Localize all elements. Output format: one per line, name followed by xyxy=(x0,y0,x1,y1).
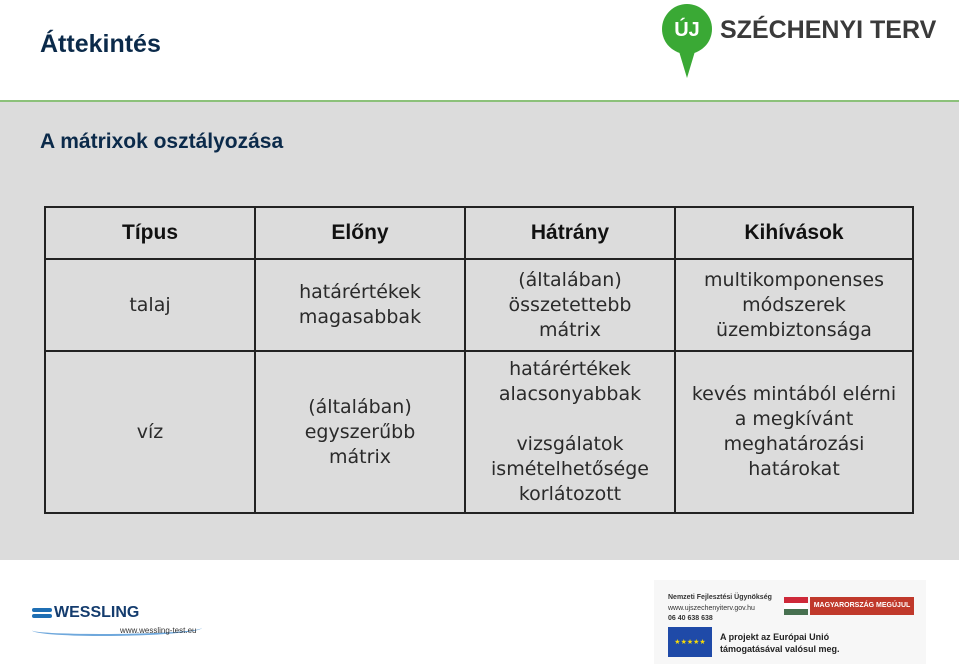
column-header-disadvantage: Hátrány xyxy=(465,207,675,259)
wessling-name: WESSLING xyxy=(54,604,140,621)
cell-advantage-text: határértékek magasabbak xyxy=(298,281,422,328)
cell-disadvantage-text: (általában) összetettebb mátrix xyxy=(508,268,632,341)
logo-badge: ÚJ xyxy=(674,19,700,41)
eu-note-line2: támogatásával valósul meg. xyxy=(720,644,840,654)
wessling-logo xyxy=(32,600,202,650)
cell-advantage xyxy=(255,351,465,513)
page-title: Áttekintés xyxy=(40,30,161,58)
cell-disadvantage xyxy=(465,351,675,513)
column-header-type: Típus xyxy=(45,207,255,259)
column-header-challenge: Kihívások xyxy=(675,207,913,259)
column-header-advantage: Előny xyxy=(255,207,465,259)
cell-disadvantage-text-b: vizsgálatok ismételhetősége korlátozott xyxy=(491,433,649,505)
agency-url: www.ujszechenyiterv.gov.hu xyxy=(668,605,755,612)
agency-name: Nemzeti Fejlesztési Ügynökség xyxy=(668,594,772,601)
header xyxy=(0,0,959,100)
section-subtitle: A mátrixok osztályozása xyxy=(40,130,284,153)
eu-funding-box xyxy=(654,580,926,664)
cell-challenge xyxy=(675,259,913,351)
cell-disadvantage xyxy=(465,259,675,351)
logo-text: SZÉCHENYI TERV xyxy=(720,16,937,44)
agency-phone: 06 40 638 638 xyxy=(668,615,713,622)
hungary-flag-icon xyxy=(784,597,808,615)
content-panel xyxy=(0,102,959,560)
cell-advantage xyxy=(255,259,465,351)
cell-disadvantage-text-a: határértékek alacsonyabbak xyxy=(498,358,642,405)
cell-challenge xyxy=(675,351,913,513)
table-row xyxy=(45,259,913,351)
footer xyxy=(0,560,959,668)
cell-challenge-text: kevés mintából elérni a megkívánt meghatározási határokat xyxy=(691,383,897,480)
cell-challenge-text: multikomponenses módszerek üzembiztonsága xyxy=(704,268,884,341)
szechenyi-logo xyxy=(662,4,937,84)
table-row xyxy=(45,351,913,513)
hungary-banner: MAGYARORSZÁG MEGÚJUL xyxy=(810,597,914,615)
cell-type: víz xyxy=(45,351,255,513)
matrix-table xyxy=(44,206,914,514)
cell-advantage-text: (általában) egyszerűbb mátrix xyxy=(304,395,416,468)
eu-note-line1: A projekt az Európai Unió xyxy=(720,632,830,642)
eu-flag-icon: ★★★★★ xyxy=(668,627,712,657)
cell-spacer xyxy=(470,407,670,432)
wessling-url: www.wessling-test.eu xyxy=(120,626,197,635)
table-header-row xyxy=(45,207,913,259)
cell-type: talaj xyxy=(45,259,255,351)
